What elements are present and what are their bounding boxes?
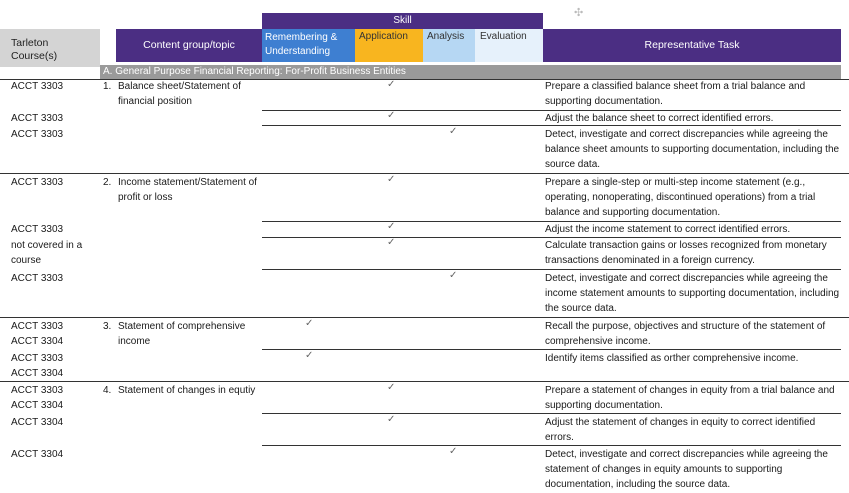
course-code: ACCT 3304 [11, 417, 64, 428]
task-text: Adjust the balance sheet to correct identified errors. [545, 113, 774, 124]
course-code: ACCT 3303 [11, 353, 64, 364]
course-code: ACCT 3304 [11, 368, 64, 379]
checkmark-icon: ✓ [387, 237, 396, 248]
topic-number: 2. [103, 177, 112, 188]
crosshair-icon: ✣ [574, 7, 584, 19]
topic-number: 4. [103, 385, 112, 396]
checkmark-icon: ✓ [387, 174, 396, 185]
course-header-label: Tarleton Course(s) [11, 37, 58, 62]
task-text: Detect, investigate and correct discrepancies while agreeing the statement of changes in equity amounts to supporting documentation, including the source data. [545, 449, 828, 490]
checkmark-icon: ✓ [449, 446, 458, 457]
row-divider [262, 445, 841, 446]
checkmark-icon: ✓ [305, 350, 314, 361]
checkmark-icon: ✓ [387, 382, 396, 393]
task-text: Detect, investigate and correct discrepancies while agreeing the balance sheet amounts to supporting documentation, including the source data. [545, 129, 840, 170]
course-code: ACCT 3303 [11, 224, 64, 235]
course-code: ACCT 3303 [11, 177, 64, 188]
row-divider [262, 269, 841, 270]
task-column-header: Representative Task [543, 29, 841, 62]
course-code: ACCT 3303 [11, 385, 64, 396]
checkmark-icon: ✓ [449, 270, 458, 281]
task-text: Prepare a classified balance sheet from a trial balance and supporting documentation. [545, 81, 806, 107]
skill-header: Skill [262, 13, 543, 29]
task-text: Detect, investigate and correct discrepancies while agreeing the income statement amounts to supporting documentation, including the source data. [545, 273, 840, 314]
row-divider [0, 173, 849, 174]
row-divider [262, 413, 841, 414]
task-text: Recall the purpose, objectives and structure of the statement of comprehensive income. [545, 321, 826, 347]
course-code: not covered in a course [11, 240, 83, 266]
row-divider [262, 349, 841, 350]
analysis-header-label: Analysis [427, 31, 465, 42]
row-divider [0, 317, 849, 318]
course-code: ACCT 3304 [11, 336, 64, 347]
remembering-column-header [262, 29, 355, 62]
analysis-column-header [423, 29, 475, 62]
topic-column-header: Content group/topic [116, 29, 262, 62]
course-code: ACCT 3303 [11, 113, 64, 124]
application-header-label: Application [359, 31, 408, 42]
topic-label: Balance sheet/Statement of financial position [118, 81, 241, 107]
application-column-header [355, 29, 423, 62]
checkmark-icon: ✓ [387, 221, 396, 232]
task-text: Prepare a single-step or multi-step income statement (e.g., operating, nonoperating, discontinued operations) from a trial balance and supporting documentation. [545, 177, 816, 218]
topic-label: Statement of comprehensive income [118, 321, 246, 347]
task-text: Prepare a statement of changes in equity from a trial balance and supporting documentation. [545, 385, 835, 411]
section-heading [100, 65, 841, 79]
checkmark-icon: ✓ [387, 79, 396, 90]
course-code: ACCT 3304 [11, 449, 64, 460]
course-code: ACCT 3303 [11, 321, 64, 332]
row-divider [0, 381, 849, 382]
task-text: Adjust the income statement to correct identified errors. [545, 224, 791, 235]
topic-label: Income statement/Statement of profit or loss [118, 177, 257, 203]
topic-number: 3. [103, 321, 112, 332]
topic-number: 1. [103, 81, 112, 92]
checkmark-icon: ✓ [387, 414, 396, 425]
checkmark-icon: ✓ [449, 126, 458, 137]
task-text: Calculate transaction gains or losses recognized from monetary transactions denominated in a foreign currency. [545, 240, 827, 266]
task-text: Adjust the statement of changes in equity to correct identified errors. [545, 417, 816, 443]
evaluation-column-header [475, 29, 543, 62]
task-text: Identify items classified as orther comprehensive income. [545, 353, 799, 364]
course-code: ACCT 3304 [11, 400, 64, 411]
checkmark-icon: ✓ [387, 110, 396, 121]
section-heading-label: A. General Purpose Financial Reporting: For-Profit Business Entities [103, 66, 406, 77]
course-column-header [0, 29, 100, 67]
evaluation-header-label: Evaluation [480, 31, 527, 42]
topic-label: Statement of changes in equtiy [118, 385, 256, 396]
course-code: ACCT 3303 [11, 129, 64, 140]
remembering-header-label: Remembering & Understanding [265, 32, 338, 57]
checkmark-icon: ✓ [305, 318, 314, 329]
course-code: ACCT 3303 [11, 81, 64, 92]
course-code: ACCT 3303 [11, 273, 64, 284]
